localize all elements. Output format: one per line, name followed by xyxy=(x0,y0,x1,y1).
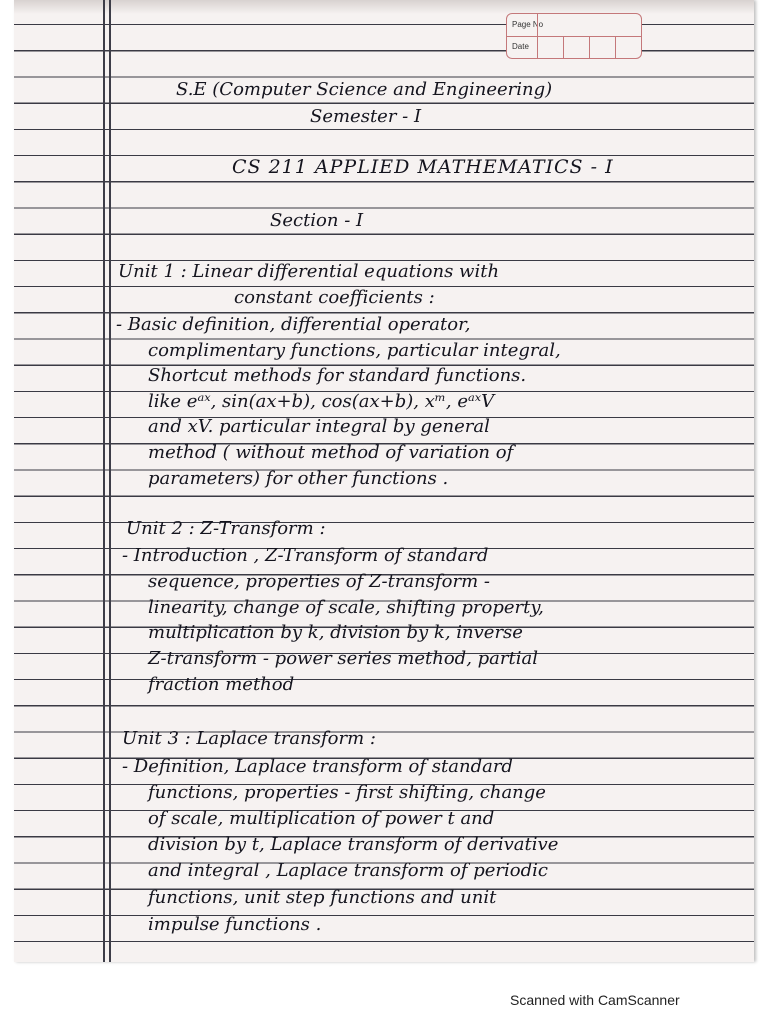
unit1-line: method ( without method of variation of xyxy=(148,442,514,463)
unit2-line: linearity, change of scale, shifting property, xyxy=(148,597,544,618)
page-no-label: Page No xyxy=(512,20,544,29)
margin-line xyxy=(109,0,111,962)
unit1-line: like eᵃˣ, sin(ax+b), cos(ax+b), xᵐ, eᵃˣV xyxy=(148,391,495,412)
box-cell xyxy=(537,14,538,36)
unit2-line: - Introduction , Z-Transform of standard xyxy=(122,545,489,566)
notebook-page xyxy=(14,0,754,962)
box-cell xyxy=(615,36,616,58)
box-cell xyxy=(563,36,564,58)
unit3-line: of scale, multiplication of power t and xyxy=(148,808,495,829)
page-top-shadow xyxy=(14,0,754,14)
unit3-line: impulse functions . xyxy=(148,914,322,935)
page-no-row xyxy=(507,14,641,37)
unit3-line: and integral , Laplace transform of periodic xyxy=(148,860,548,881)
unit1-line: parameters) for other functions . xyxy=(148,468,449,489)
unit3-line: division by t, Laplace transform of derivative xyxy=(148,834,559,855)
course-title: S.E (Computer Science and Engineering) xyxy=(176,79,553,100)
unit1-line: Shortcut methods for standard functions. xyxy=(148,365,527,386)
unit3-line: functions, unit step functions and unit xyxy=(148,887,497,908)
page-number-box xyxy=(506,13,642,59)
unit1-line: - Basic definition, differential operator, xyxy=(116,314,471,335)
section-title: Section - I xyxy=(270,210,364,231)
semester-title: Semester - I xyxy=(310,106,422,127)
unit1-line: and xV. particular integral by general xyxy=(148,416,490,437)
subject-title: CS 211 APPLIED MATHEMATICS - I xyxy=(232,156,614,178)
box-cell xyxy=(537,36,538,58)
unit2-line: sequence, properties of Z-transform - xyxy=(148,571,490,592)
unit3-heading: Unit 3 : Laplace transform : xyxy=(122,728,376,749)
unit2-heading: Unit 2 : Z-Transform : xyxy=(126,518,326,539)
unit1-line: complimentary functions, particular integral, xyxy=(148,340,561,361)
unit1-heading-cont: constant coefficients : xyxy=(234,287,435,308)
box-cell xyxy=(589,36,590,58)
unit1-heading: Unit 1 : Linear differential equations with xyxy=(118,261,500,282)
date-row xyxy=(507,36,641,58)
unit2-line: Z-transform - power series method, partial xyxy=(148,648,538,669)
date-label: Date xyxy=(512,42,529,51)
unit2-line: fraction method xyxy=(148,674,295,695)
margin-line xyxy=(103,0,105,962)
unit3-line: functions, properties - first shifting, change xyxy=(148,782,546,803)
unit3-line: - Definition, Laplace transform of standard xyxy=(122,756,513,777)
scanner-watermark: Scanned with CamScanner xyxy=(510,992,680,1008)
unit2-line: multiplication by k, division by k, inverse xyxy=(148,622,523,643)
